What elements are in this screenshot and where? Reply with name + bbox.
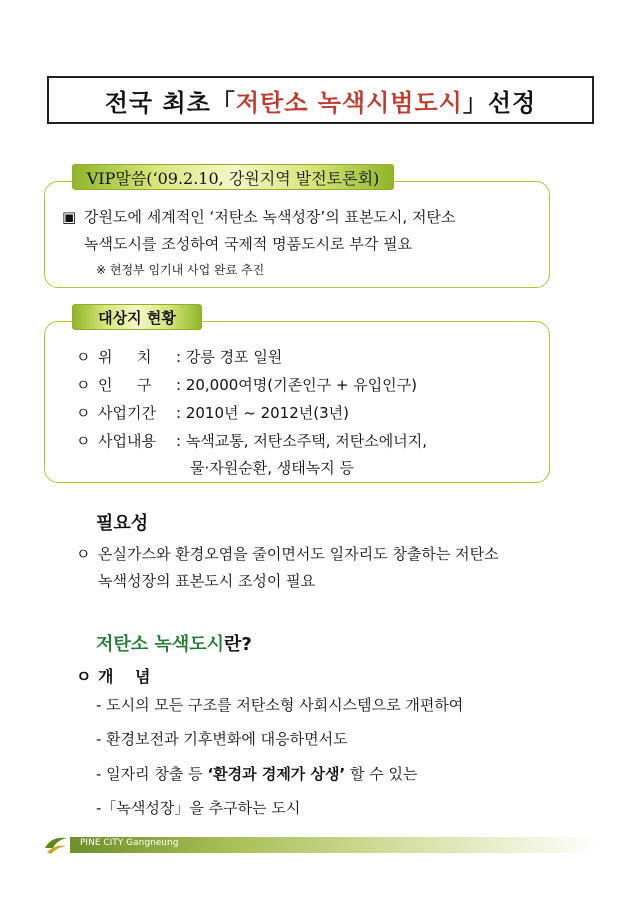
title-highlight: 저탄소 녹색시범도시 (235, 88, 463, 117)
concept-label: ㅇ 개 념 (76, 667, 151, 686)
vip-text-1: 강원도에 세계적인 ‘저탄소 녹색성장’의 표본도시, 저탄소 (84, 208, 456, 226)
page-title (47, 76, 594, 124)
necessity-line-2: 녹색성장의 표본도시 조성이 필요 (98, 572, 316, 590)
necessity-heading: 필요성 (96, 513, 149, 534)
list-item: ㅇ 사업기간 : 2010년 ~ 2012년(3년) (76, 404, 349, 422)
definition-heading: 저탄소 녹색도시란? (96, 634, 252, 655)
vip-text-2: 녹색도시를 조성하여 국제적 명품도시로 부각 필요 (84, 235, 413, 253)
vip-remarks-tab: VIP말씀(‘09.2.10, 강원지역 발전토론회) (72, 164, 394, 190)
list-item-continuation: 물·자원순환, 생태녹지 등 (190, 459, 354, 477)
list-item: ㅇ 사업내용 : 녹색교통, 저탄소주택, 저탄소에너지, (76, 432, 428, 450)
gangneung-logo-icon (43, 830, 69, 856)
vip-line-1 (62, 206, 455, 227)
target-status-tab: 대상지 현황 (72, 304, 202, 330)
square-bullet-icon: ▣ (62, 208, 77, 226)
title-prefix: 전국 최초「 (104, 88, 236, 117)
definition-item: - 일자리 창출 등 ‘환경과 경제가 상생’ 할 수 있는 (96, 765, 418, 783)
necessity-line-1: ㅇ 온실가스와 환경오염을 줄이면서도 일자리도 창출하는 저탄소 (76, 545, 499, 563)
vip-note: ※ 현정부 임기내 사업 완료 추진 (96, 263, 265, 277)
list-item: ㅇ 인 구 : 20,000여명(기존인구 + 유입인구) (76, 376, 418, 394)
definition-item: - 도시의 모든 구조를 저탄소형 사회시스템으로 개편하여 (96, 696, 464, 714)
footer-text: PINE CITY Gangneung (80, 838, 179, 848)
definition-item: - 환경보전과 기후변화에 대응하면서도 (96, 730, 348, 748)
definition-item: -「녹색성장」을 추구하는 도시 (96, 799, 301, 817)
title-suffix: 」선정 (462, 88, 537, 117)
list-item: ㅇ 위 치 : 강릉 경포 일원 (76, 348, 283, 366)
